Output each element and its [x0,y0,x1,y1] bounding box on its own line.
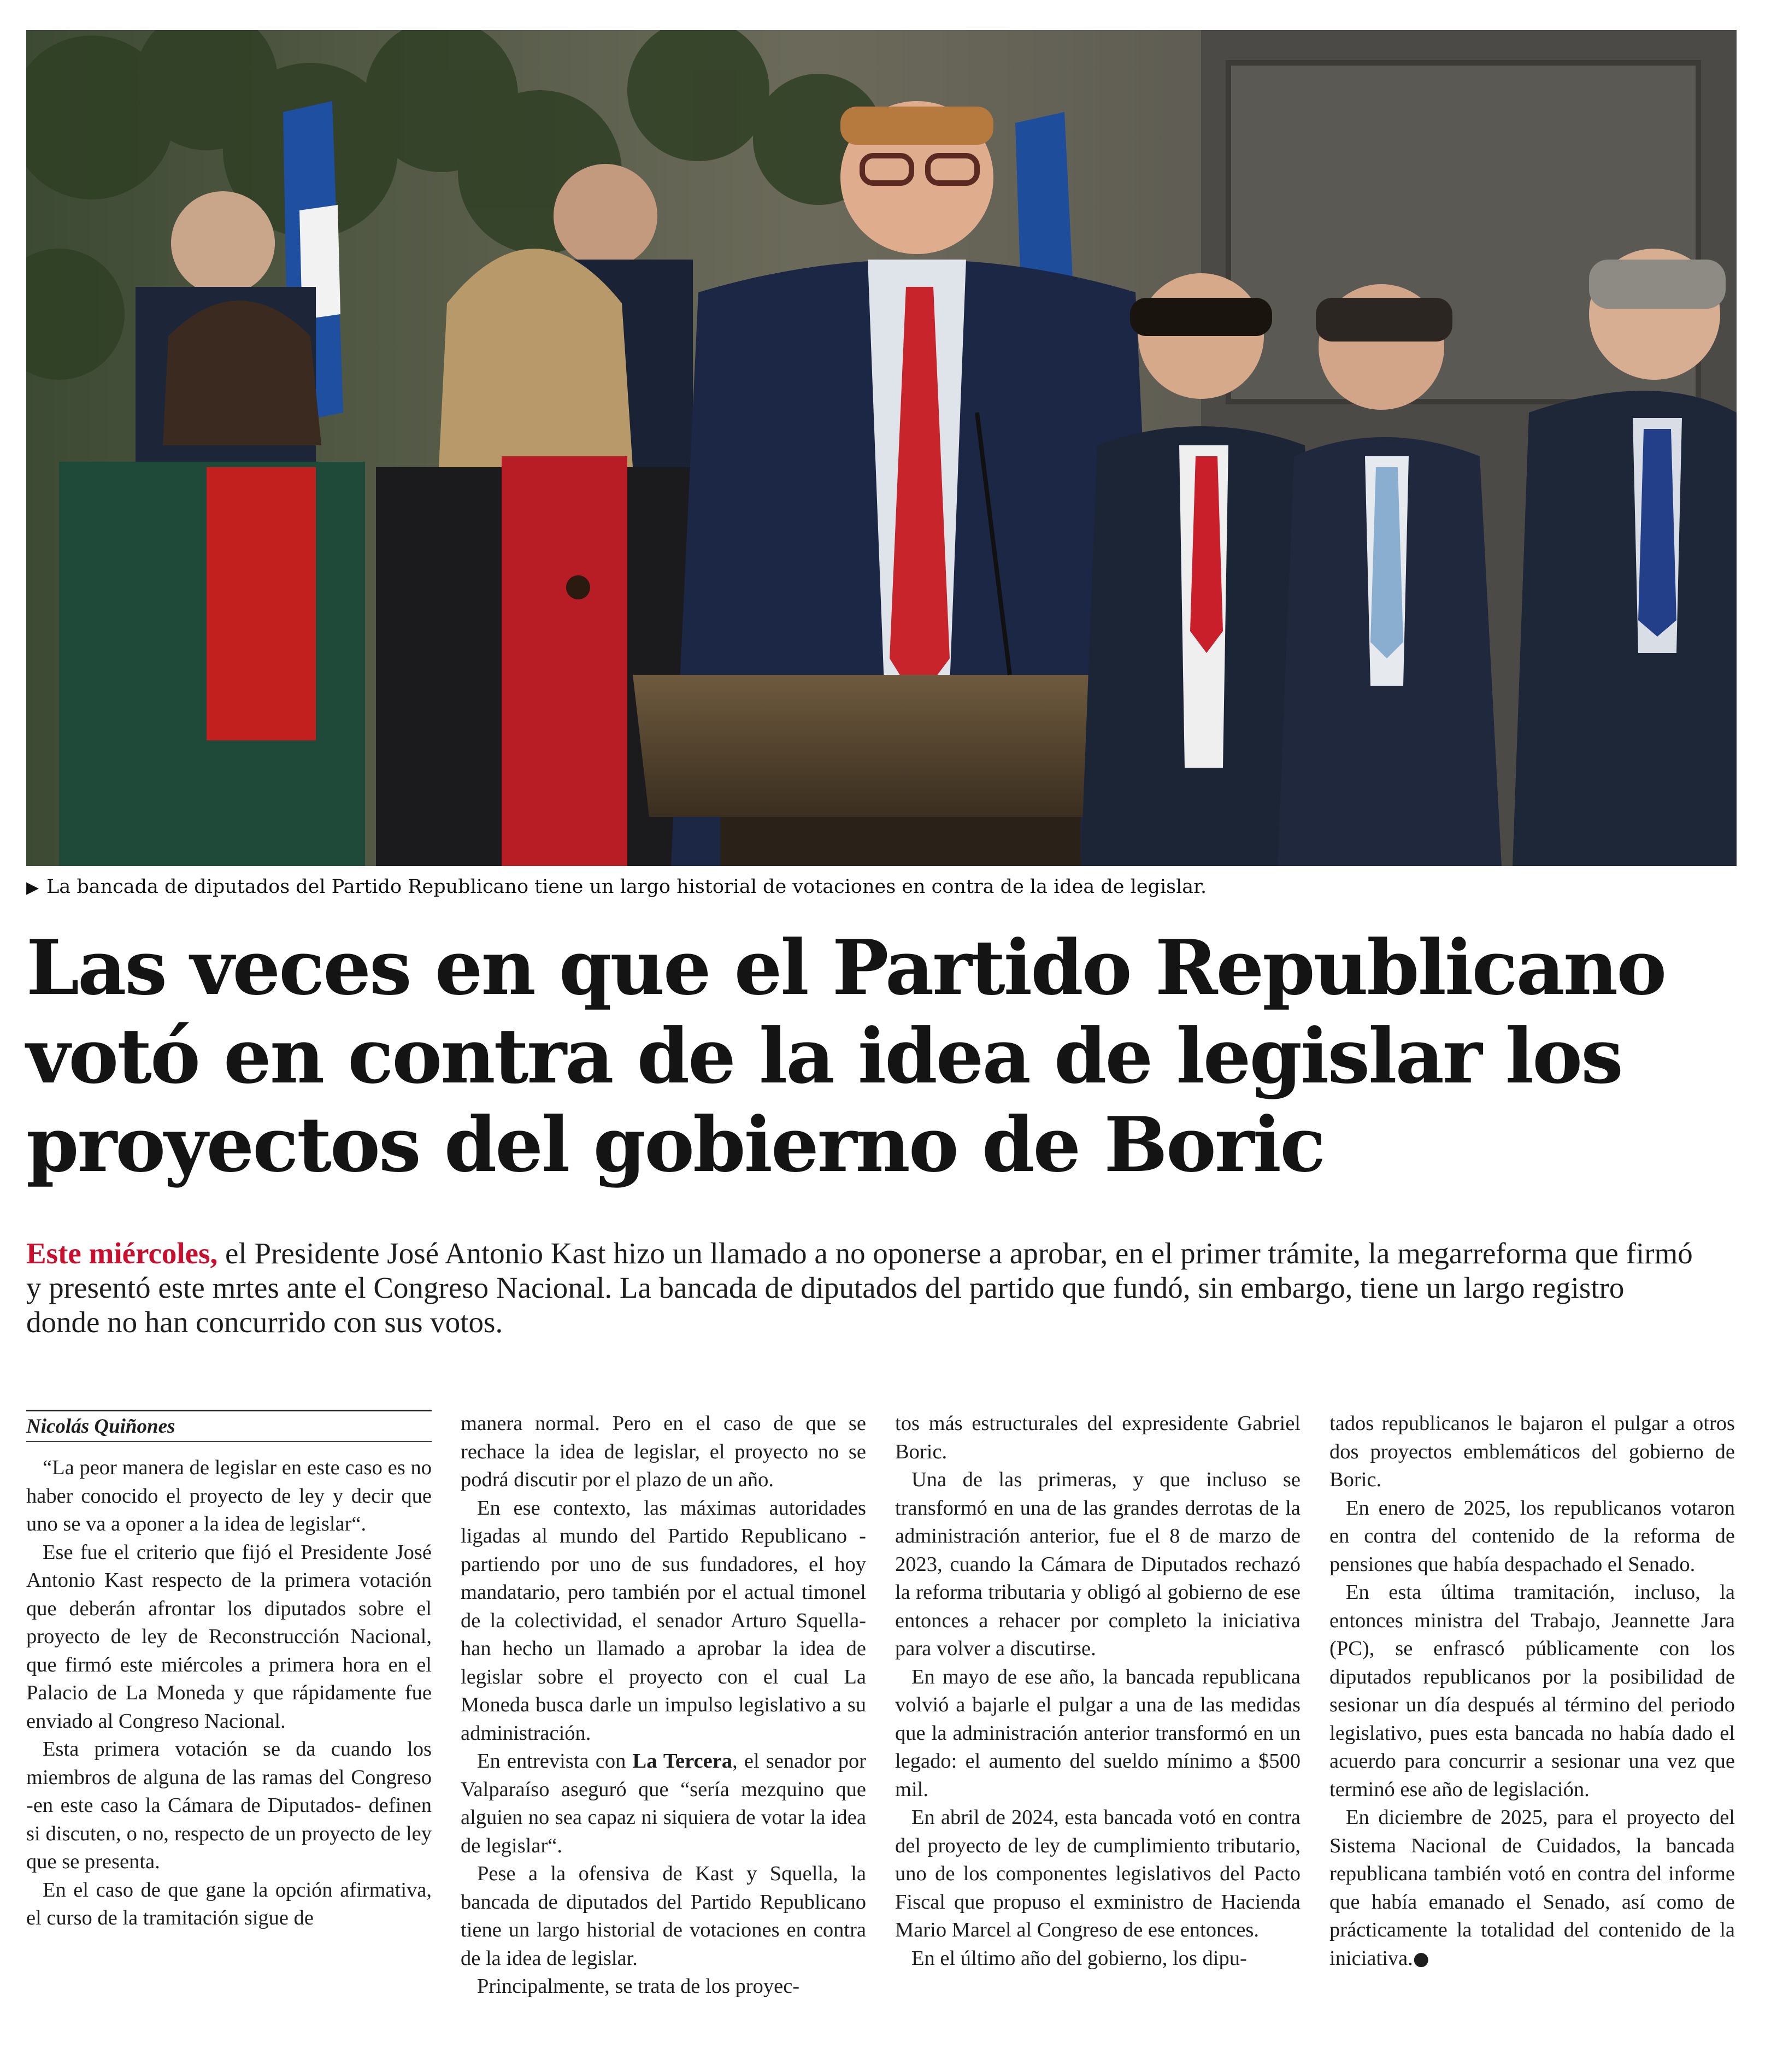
lead-paragraph [26,1236,1693,1339]
body-paragraph: En el último año del gobierno, los dipu- [911,1946,1247,1970]
body-paragraph: En ese contexto, las máximas autoridades ligadas al mundo del Partido Republicano -partiendo por uno de sus fundadores, el hoy mandatario, pero también por el actual timonel de la colectividad, el senador Arturo Squella- han hecho un llamado a aprobar la idea de legislar sobre el proyecto con el cual La Moneda busca darle un impulso legislativo a su administración. [461,1496,866,1745]
body-paragraph: Pese a la ofensiva de Kast y Squella, la bancada de diputados del Partido Republicano tiene un largo historial de votaciones en contra de la idea de legislar. [461,1862,866,1970]
photo-illustration [26,30,1737,866]
body-text: En entrevista con [477,1750,633,1773]
body-paragraph: En el caso de que gane la opción afirmativa, el curso de la tramitación sigue de [26,1878,432,1929]
body-column-3 [895,1410,1301,1973]
body-paragraph [1329,1804,1735,1973]
body-column-2 [461,1410,866,2001]
body-paragraph: tos más estructurales del expresidente Gabriel Boric. [895,1412,1301,1463]
newspaper-name: La Tercera [632,1750,733,1773]
body-paragraph: En mayo de ese año, la bancada republicana volvió a bajarle el pulgar a una de las medidas que la administración anterior transformó en un legado: el aumento del sueldo mínimo a $500 mil. [895,1665,1301,1801]
photo-caption [26,873,1737,902]
end-of-article-dot-icon: ● [1413,1947,1429,1970]
body-text: , el senador por Valparaíso aseguró que “sería mezquino que alguien no sea capaz ni siquiera de votar la idea de legislar“. [461,1750,867,1857]
body-paragraph: En abril de 2024, esta bancada votó en contra del proyecto de ley de cumplimiento tributario, uno de los componentes legislativos del Pacto Fiscal que propuso el exministro de Hacienda Mario Marcel al Congreso de ese entonces. [895,1806,1301,1941]
body-paragraph: Esta primera votación se da cuando los miembros de alguna de las ramas del Congreso -en este caso la Cámara de Diputados- definen si discuten, o no, respecto de un proyecto de ley que se presenta. [26,1738,432,1873]
body-column-4 [1329,1410,1735,1973]
body-paragraph: tados republicanos le bajaron el pulgar a otros dos proyectos emblemáticos del gobierno de Boric. [1329,1412,1735,1491]
body-paragraph [461,1747,866,1860]
lead-text: el Presidente José Antonio Kast hizo un llamado a no oponerse a aprobar, en el primer trámite, la megarreforma que firmó y presentó este mrtes ante el Congreso Nacional. La bancada de diputados del partido que fundó, sin embargo, tiene un largo registro donde no han concurrido con sus votos. [26,1237,1693,1339]
article-photo [26,30,1737,866]
body-paragraph: En esta última tramitación, incluso, la entonces ministra del Trabajo, Jeannette Jara (PC), se enfrascó públicamente con los diputados republicanos por la posibilidad de sesionar un día después al término del periodo legislativo, pues esta bancada no había dado el acuerdo para concurrir a sesionar una vez que terminó ese año de legislación. [1329,1581,1735,1801]
body-column-1 [26,1410,432,1933]
byline: Nicolás Quiñones [26,1410,432,1442]
caption-triangle-icon: ▶ [26,878,39,897]
body-paragraph: “La peor manera de legislar en este caso es no haber conocido el proyecto de ley y decir que uno se va a oponer a la idea de legislar“. [26,1456,432,1535]
lead-kicker: Este miércoles, [26,1237,218,1270]
headline: Las veces en que el Partido Republicano votó en contra de la idea de legislar los proyectos del gobierno de Boric [26,923,1666,1189]
body-paragraph: En enero de 2025, los republicanos votaron en contra del contenido de la reforma de pensiones que había despachado el Senado. [1329,1496,1735,1576]
photo-caption-text: La bancada de diputados del Partido Republicano tiene un largo historial de votaciones en contra de la idea de legislar. [46,876,1207,898]
body-paragraph: Ese fue el criterio que fijó el Presidente José Antonio Kast respecto de la primera votación que deberán afrontar los diputados sobre el proyecto de ley de Reconstrucción Nacional, que firmó este miércoles a primera hora en el Palacio de La Moneda y que rápidamente fue enviado al Congreso Nacional. [26,1540,432,1733]
body-paragraph: Principalmente, se trata de los proyec- [477,1975,800,1998]
body-paragraph: Una de las primeras, y que incluso se transformó en una de las grandes derrotas de la administración anterior, fue el 8 de marzo de 2023, cuando la Cámara de Diputados rechazó la reforma tributaria y obligó al gobierno de ese entonces a rehacer por completo la iniciativa para volver a discutirse. [895,1468,1301,1660]
body-paragraph: manera normal. Pero en el caso de que se rechace la idea de legislar, el proyecto no se podrá discutir por el plazo de un año. [461,1412,866,1491]
body-text: En diciembre de 2025, para el proyecto del Sistema Nacional de Cuidados, la bancada republicana también votó en contra del informe que había emanado el Senado, así como de prácticamente la totalidad del contenido de la iniciativa. [1329,1806,1735,1970]
